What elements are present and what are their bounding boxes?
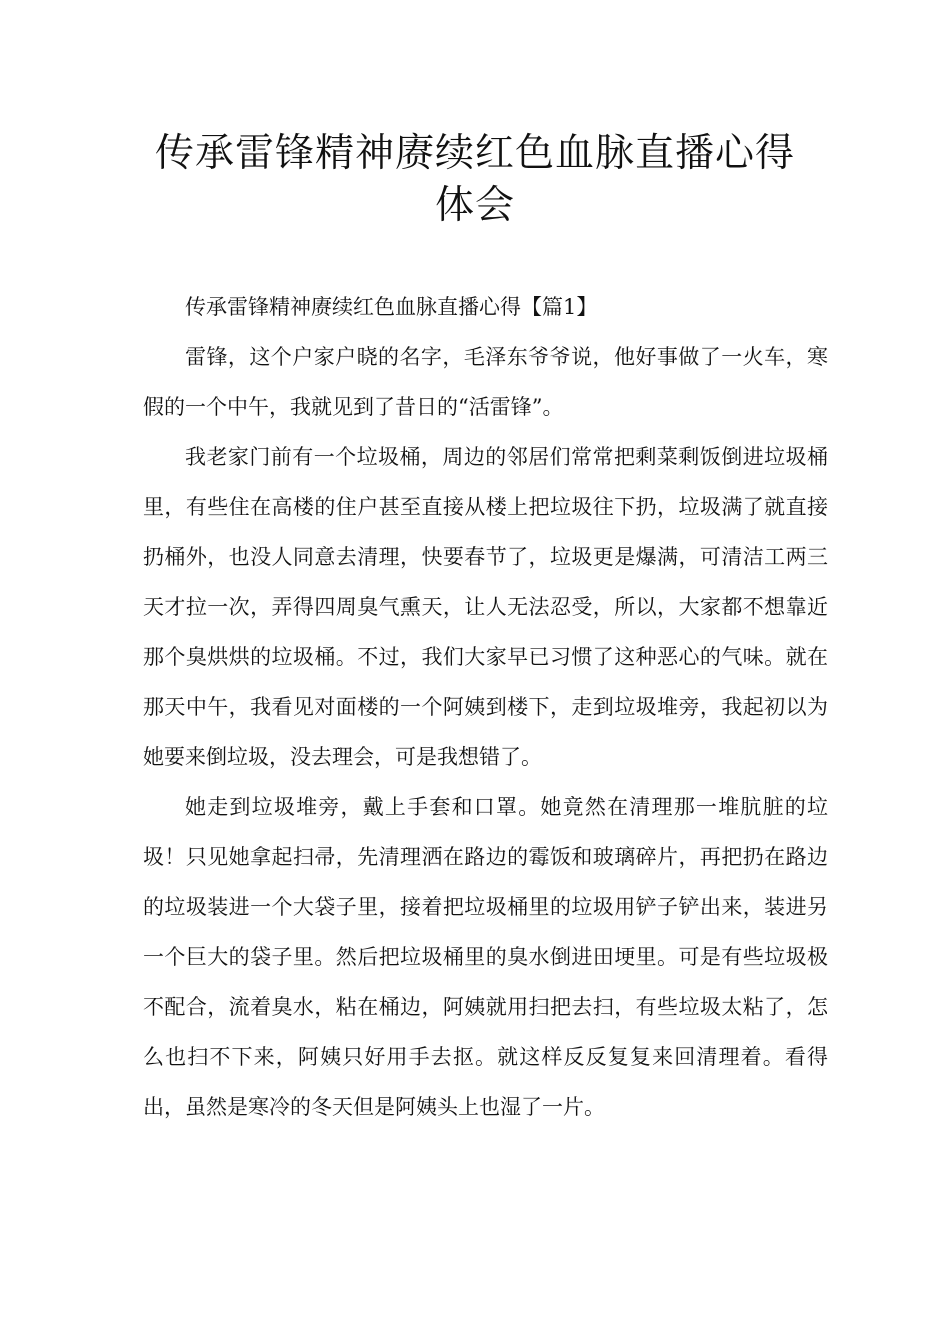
document-body bbox=[143, 282, 828, 1132]
paragraph: 雷锋，这个户家户晓的名字，毛泽东爷爷说，他好事做了一火车，寒假的一个中午，我就见到了昔日的“活雷锋”。 bbox=[143, 345, 828, 419]
paragraph: 她走到垃圾堆旁，戴上手套和口罩。她竟然在清理那一堆肮脏的垃圾！只见她拿起扫帚，先清理洒在路边的霉饭和玻璃碎片，再把扔在路边的垃圾装进一个大袋子里，接着把垃圾桶里的垃圾用铲子铲出来，装进另一个巨大的袋子里。然后把垃圾桶里的臭水倒进田埂里。可是有些垃圾极不配合，流着臭水，粘在桶边，阿姨就用扫把去扫，有些垃圾太粘了，怎么也扫不下来，阿姨只好用手去抠。就这样反反复复来回清理着。看得出，虽然是寒冷的冬天但是阿姨头上也湿了一片。 bbox=[143, 795, 828, 1119]
section-heading: 传承雷锋精神赓续红色血脉直播心得【篇1】 bbox=[185, 295, 598, 319]
document-title: 传承雷锋精神赓续红色血脉直播心得体会 bbox=[154, 131, 795, 228]
paragraph: 我老家门前有一个垃圾桶，周边的邻居们常常把剩菜剩饭倒进垃圾桶里，有些住在高楼的住户甚至直接从楼上把垃圾往下扔，垃圾满了就直接扔桶外，也没人同意去清理，快要春节了，垃圾更是爆满，可清洁工两三天才拉一次，弄得四周臭气熏天，让人无法忍受，所以，大家都不想靠近那个臭烘烘的垃圾桶。不过，我们大家早已习惯了这种恶心的气味。就在那天中午，我看见对面楼的一个阿姨到楼下，走到垃圾堆旁，我起初以为她要来倒垃圾，没去理会，可是我想错了。 bbox=[143, 445, 828, 769]
